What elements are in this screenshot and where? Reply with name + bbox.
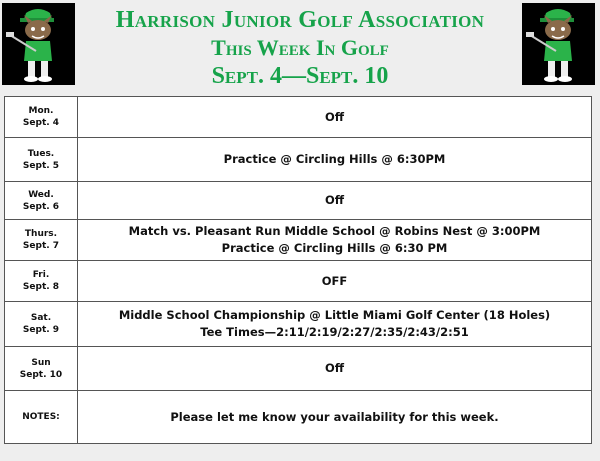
day-cell (5, 182, 78, 220)
schedule-row (5, 302, 592, 347)
date-range: Sept. 4—Sept. 10 (211, 63, 389, 89)
schedule-table (4, 96, 592, 444)
golfer-wolf-mascot-icon (2, 3, 75, 85)
schedule-row (5, 261, 592, 302)
event-line: Practice @ Circling Hills @ 6:30PM (223, 152, 446, 166)
header (0, 0, 600, 94)
day-label: Fri. (32, 270, 50, 280)
date-label: Sept. 7 (22, 241, 60, 251)
date-label: Sept. 5 (22, 160, 60, 171)
schedule-row (5, 182, 592, 220)
day-cell (5, 261, 78, 302)
date-label: Sept. 8 (22, 282, 60, 292)
day-label: Tues. (27, 148, 55, 159)
day-label: Thurs. (24, 229, 58, 239)
day-label: Sun (31, 357, 51, 368)
title-block (80, 6, 520, 90)
event-line: Middle School Championship @ Little Miami Golf Center (18 Holes) (118, 308, 551, 322)
event-line: Tee Times—2:11/2:19/2:27/2:35/2:43/2:51 (200, 325, 469, 339)
day-label: Sat. (30, 313, 52, 323)
day-cell (5, 220, 78, 261)
schedule-row (5, 347, 592, 391)
notes-row (5, 391, 592, 444)
event-cell (78, 182, 592, 220)
day-cell (5, 97, 78, 138)
event-line: Match vs. Pleasant Run Middle School @ Robins Nest @ 3:00PM (128, 224, 541, 238)
event-cell (78, 138, 592, 182)
event-cell (78, 261, 592, 302)
day-cell (5, 302, 78, 347)
event-cell (78, 220, 592, 261)
event-line: Practice @ Circling Hills @ 6:30 PM (221, 241, 448, 255)
schedule-row (5, 97, 592, 138)
event-line: Off (324, 193, 345, 207)
date-label: Sept. 10 (19, 369, 63, 380)
day-cell (5, 138, 78, 182)
event-line: OFF (321, 273, 348, 288)
page-title: Harrison Junior Golf Association (115, 7, 485, 33)
date-label: Sept. 4 (22, 118, 60, 128)
schedule-row (5, 138, 592, 182)
notes-text: Please let me know your availability for this week. (78, 391, 592, 444)
day-label: Mon. (28, 106, 54, 116)
event-cell (78, 347, 592, 391)
event-cell (78, 97, 592, 138)
day-label: Wed. (28, 189, 54, 200)
schedule-row (5, 220, 592, 261)
event-line: Off (324, 109, 345, 124)
notes-label: NOTES: (5, 391, 78, 444)
event-cell (78, 302, 592, 347)
event-line: Off (324, 361, 345, 375)
date-label: Sept. 6 (22, 201, 60, 212)
page-subtitle: This Week In Golf (211, 35, 389, 60)
golfer-wolf-mascot-icon (522, 3, 595, 85)
date-label: Sept. 9 (22, 325, 60, 335)
day-cell (5, 347, 78, 391)
